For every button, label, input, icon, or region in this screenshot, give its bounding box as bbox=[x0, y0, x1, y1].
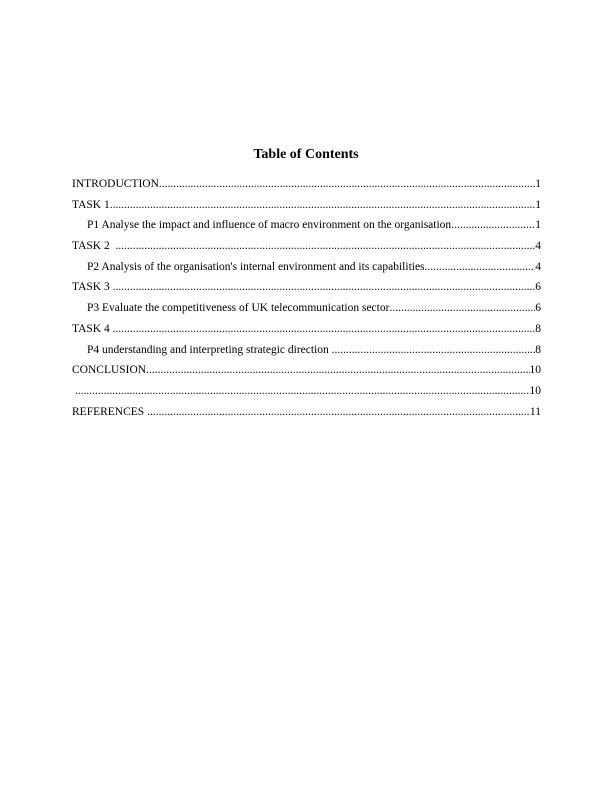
dot-leader bbox=[146, 360, 529, 381]
toc-entry-label: P4 understanding and interpreting strategic direction bbox=[87, 343, 332, 356]
toc-entry-label: TASK 2 bbox=[72, 240, 116, 253]
toc-entry-conclusion[interactable] bbox=[72, 360, 541, 381]
toc-entry-label: TASK 1 bbox=[72, 198, 110, 211]
toc-entry-introduction[interactable] bbox=[72, 174, 541, 195]
toc-entry-page: 8 bbox=[535, 322, 541, 335]
dot-leader bbox=[110, 195, 536, 216]
dot-leader bbox=[115, 236, 535, 257]
dot-leader bbox=[147, 402, 530, 423]
toc-entry-page: 1 bbox=[535, 178, 541, 190]
dot-leader bbox=[425, 257, 536, 278]
toc-entry-page: 4 bbox=[535, 240, 541, 253]
toc-entry-page: 6 bbox=[535, 281, 541, 294]
toc-entry-references[interactable] bbox=[72, 402, 541, 423]
toc-entry-page: 4 bbox=[535, 260, 541, 273]
toc-entry-label: P1 Analyse the impact and influence of macro environment on the organisation. bbox=[87, 219, 455, 232]
toc-entry-p3[interactable] bbox=[72, 298, 541, 319]
table-of-contents bbox=[72, 174, 541, 422]
dot-leader bbox=[389, 298, 535, 319]
toc-entry-task-3[interactable] bbox=[72, 277, 541, 298]
dot-leader bbox=[75, 381, 530, 402]
toc-entry-label: CONCLUSION bbox=[72, 364, 147, 377]
toc-entry-label: REFERENCES bbox=[72, 405, 148, 418]
toc-entry-label: TASK 3 bbox=[72, 281, 113, 294]
toc-entry-task-1[interactable] bbox=[72, 195, 541, 216]
toc-entry-page: 6 bbox=[535, 302, 541, 315]
toc-entry-p4[interactable] bbox=[72, 340, 541, 361]
toc-entry-page: 10 bbox=[529, 384, 541, 397]
dot-leader bbox=[113, 319, 536, 340]
toc-entry-label: TASK 4 bbox=[72, 322, 113, 335]
toc-entry-page: 1 bbox=[535, 219, 541, 232]
toc-entry-task-4[interactable] bbox=[72, 319, 541, 340]
toc-entry-p2[interactable] bbox=[72, 257, 541, 278]
toc-entry-page: 11 bbox=[529, 405, 541, 418]
toc-entry-label: P3 Evaluate the competitiveness of UK telecommunication sector bbox=[87, 302, 390, 315]
dot-leader bbox=[113, 277, 536, 298]
toc-entry-label: P2 Analysis of the organisation's internal environment and its capabilities bbox=[87, 260, 425, 273]
dot-leader bbox=[454, 215, 535, 236]
toc-entry-p1[interactable] bbox=[72, 215, 541, 236]
toc-entry-page: 8 bbox=[535, 343, 541, 356]
dot-leader bbox=[159, 174, 535, 195]
toc-entry-untitled[interactable] bbox=[72, 381, 541, 402]
toc-entry-label: INTRODUCTION bbox=[72, 178, 159, 190]
toc-entry-page: 1 bbox=[535, 198, 541, 211]
toc-title: Table of Contents bbox=[253, 147, 359, 162]
dot-leader bbox=[332, 340, 536, 361]
toc-entry-page: 10 bbox=[529, 364, 541, 377]
toc-entry-task-2[interactable] bbox=[72, 236, 541, 257]
